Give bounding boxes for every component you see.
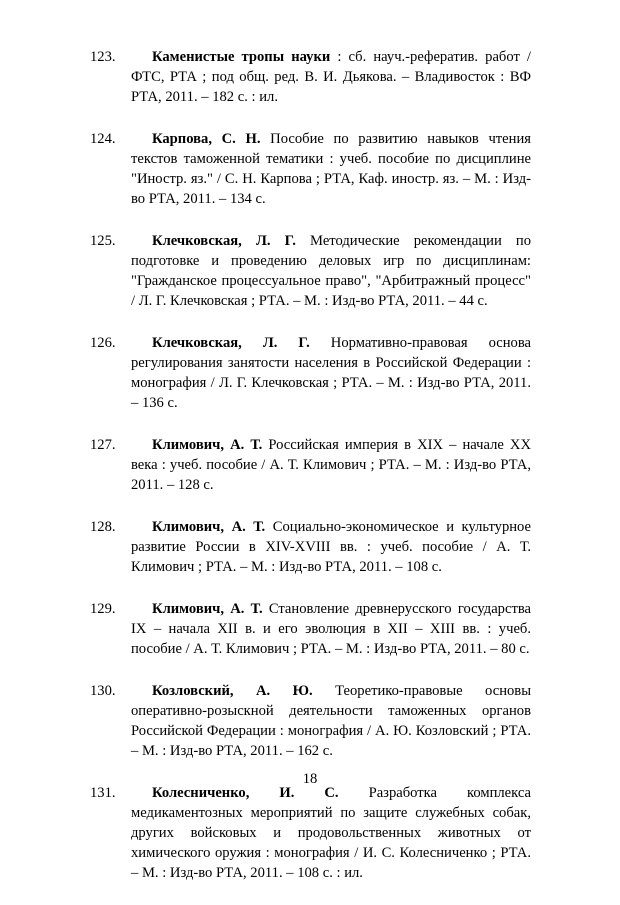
entry-text (131, 517, 531, 577)
entry-text (131, 681, 531, 761)
entry-description: Российская империя в XIX – начале XX века : учеб. пособие / А. Т. Климович ; РТА. – М. : Изд-во РТА, 2011. – 128 с. (131, 437, 531, 493)
entry-author: Козловский, А. Ю. (152, 683, 313, 699)
entry-author: Климович, А. Т. (152, 519, 266, 535)
bibliography-entry (0, 47, 620, 107)
entry-description: Становление древнерусского государства IX – начала XII в. и его эволюция в XII – XIII вв. : учеб. пособие / А. Т. Климович ; РТА. – М. : Изд-во РТА, 2011. – 80 с. (131, 601, 532, 657)
entry-description: Разработка комплекса медикаментозных мероприятий по защите служебных собак, других войсковых и продовольственных животных от химического оружия : монография / И. С. Колесниченко ; РТА. – М. : Изд-во РТА, 2011. – 108 с. : ил. (131, 785, 532, 881)
bibliography-entry (0, 129, 620, 209)
bibliography-entry (0, 681, 620, 761)
entry-author: Клечковская, Л. Г. (152, 233, 296, 249)
entry-text (131, 231, 531, 311)
entry-description: Пособие по развитию навыков чтения текстов таможенной тематики : учеб. пособие по дисциплине "Иностр. яз." / С. Н. Карпова ; РТА, Каф. иностр. яз. – М. : Изд-во РТА, 2011. – 134 с. (131, 131, 531, 207)
entry-description: Методические рекомендации по подготовке и проведению деловых игр по дисциплинам: "Гражданское процессуальное право", "Арбитражный процесс" / Л. Г. Клечковская ; РТА. – М. : Изд-во РТА, 2011. – 44 с. (131, 233, 531, 309)
entry-number: 126. (90, 335, 116, 351)
bibliography-entry (0, 231, 620, 311)
entry-text (131, 599, 531, 659)
entry-text (131, 333, 531, 413)
entry-number: 130. (90, 683, 116, 699)
bibliography-entry (0, 783, 620, 883)
entry-author: Клечковская, Л. Г. (152, 335, 310, 351)
entry-author: Карпова, С. Н. (152, 131, 261, 147)
entry-author: Каменистые тропы науки (152, 49, 331, 65)
entry-description: : сб. науч.-рефератив. работ / ФТС, РТА ; под общ. ред. В. И. Дьякова. – Владивосток : ВФ РТА, 2011. – 182 с. : ил. (131, 49, 531, 105)
bibliography-entry (0, 599, 620, 659)
bibliography-entry (0, 517, 620, 577)
entry-number: 125. (90, 233, 116, 249)
entry-text (131, 129, 531, 209)
entry-number: 124. (90, 131, 116, 147)
entry-author: Колесниченко, И. С. (152, 785, 339, 801)
entry-number: 128. (90, 519, 116, 535)
entry-author: Климович, А. Т. (152, 437, 263, 453)
bibliography-entry (0, 435, 620, 495)
entry-description: Социально-экономическое и культурное развитие России в XIV-XVIII вв. : учеб. пособие / А. Т. Климович ; РТА. – М. : Изд-во РТА, 2011. – 108 с. (131, 519, 532, 575)
entry-number: 123. (90, 49, 116, 65)
bibliography-entry (0, 333, 620, 413)
entry-description: Нормативно-правовая основа регулирования занятости населения в Российской Федерации : монография / Л. Г. Клечковская ; РТА. – М. : Изд-во РТА, 2011. – 136 с. (131, 335, 531, 411)
page-number: 18 (302, 771, 318, 787)
entry-text (131, 47, 531, 107)
entry-number: 131. (90, 785, 116, 801)
entry-number: 127. (90, 437, 116, 453)
entry-description: Теоретико-правовые основы оперативно-розыскной деятельности таможенных органов Российской Федерации : монография / А. Ю. Козловский ; РТА. – М. : Изд-во РТА, 2011. – 162 с. (131, 683, 531, 759)
entry-author: Климович, А. Т. (152, 601, 263, 617)
entry-text (131, 435, 531, 495)
entry-number: 129. (90, 601, 116, 617)
entry-text (131, 783, 531, 883)
